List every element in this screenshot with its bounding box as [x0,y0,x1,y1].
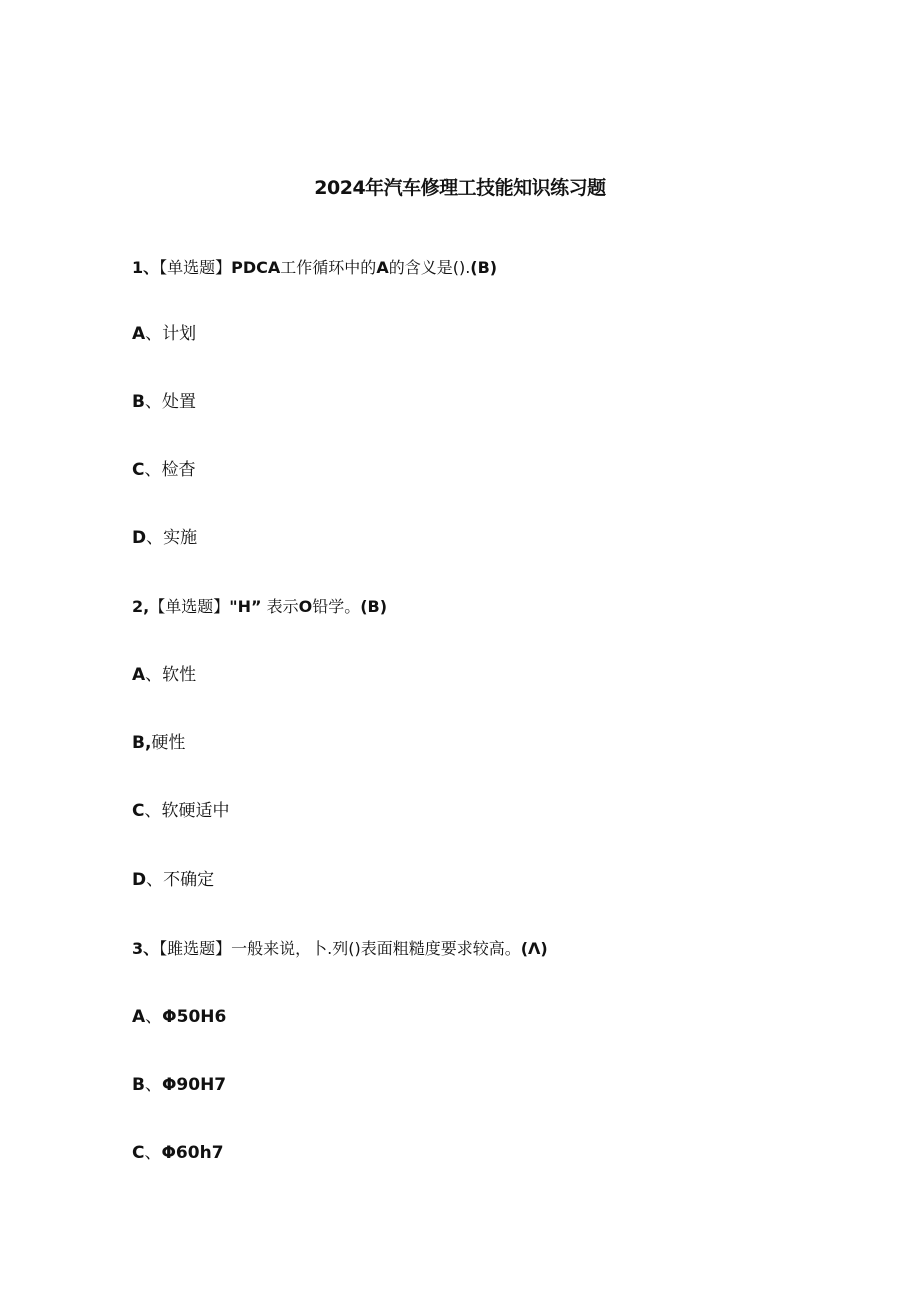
question-stem-part: 表示 [266,597,299,616]
option-b [132,1074,226,1096]
option-key: D [132,870,147,890]
option-b [132,391,196,413]
question-answer: (Λ) [520,939,548,958]
option-d [132,869,214,891]
option-text: 软性 [162,665,197,685]
question-stem-part: 的含义是(). [388,258,471,277]
option-key: B [132,1075,145,1095]
question-stem-part: 一般来说，卜.列()表面粗糙度要求较高。 [231,939,521,958]
question-1 [132,257,497,279]
option-key: C [132,1143,145,1163]
option-c [132,459,195,481]
option-text: 实施 [163,528,198,548]
option-separator: 、 [145,665,163,685]
option-key: B [132,392,145,412]
question-number: 3、 [132,939,160,958]
question-number: 2, [132,597,150,616]
option-separator: 、 [144,392,162,412]
option-key: C [132,801,145,821]
option-b [132,732,185,754]
option-separator: 、 [146,870,164,890]
question-stem-part: "H” [229,597,262,616]
question-stem-part: O [298,597,313,616]
option-key: A [132,665,146,685]
option-text: 硬性 [151,733,186,753]
question-type: 【雎选题】 [159,939,232,958]
option-text: 不确定 [163,870,215,890]
question-answer: (B) [360,597,388,616]
question-stem-part: A [376,258,389,277]
question-stem-part: PDCA [231,258,281,277]
option-separator: 、 [144,460,162,480]
option-key: D [132,528,147,548]
question-answer: (B) [470,258,498,277]
question-type: 【单选题】 [149,597,230,616]
option-key: C [132,460,145,480]
option-a [132,323,196,345]
option-separator: 、 [145,1007,163,1027]
option-text: Φ50H6 [162,1007,227,1027]
option-text: Φ60h7 [161,1143,224,1163]
option-a [132,1006,226,1028]
option-text: 检杳 [161,460,196,480]
option-d [132,527,197,549]
question-number: 1、 [132,258,160,277]
option-separator: 、 [144,1075,162,1095]
option-key: A [132,324,146,344]
option-text: Φ90H7 [161,1075,227,1095]
option-text: 处置 [161,392,196,412]
question-2 [132,596,387,618]
question-stem-part: 铅学。 [312,597,361,616]
option-text: 计划 [162,324,197,344]
option-key: A [132,1007,146,1027]
question-stem-part: 工作循环中的 [280,258,377,277]
option-separator: 、 [144,801,162,821]
option-separator: 、 [144,1143,162,1163]
option-separator: 、 [145,324,163,344]
option-separator: 、 [146,528,164,548]
question-type: 【单选题】 [159,258,232,277]
page-title: 2024年汽车修理工技能知识练习题 [314,177,606,199]
option-text: 软硬适中 [161,801,230,821]
question-3 [132,938,548,960]
option-c [132,1142,224,1164]
option-key: B, [132,733,152,753]
option-c [132,800,229,822]
option-a [132,664,196,686]
